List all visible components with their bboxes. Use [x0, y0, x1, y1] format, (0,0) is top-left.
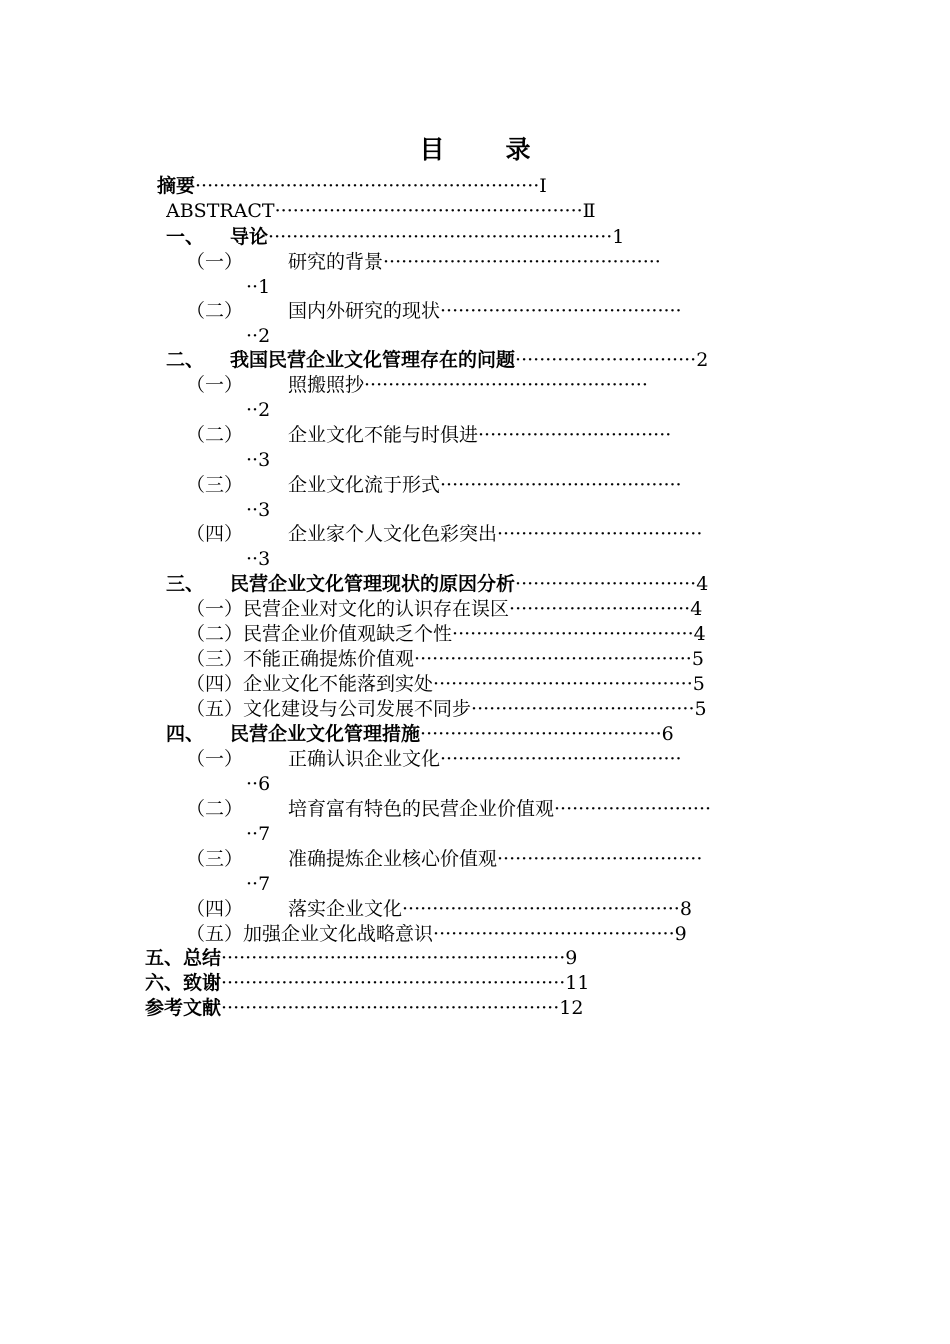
toc-page-number: 11 [565, 972, 590, 994]
toc-page-number: 1 [612, 226, 625, 248]
toc-label: 五、总结 [145, 947, 222, 969]
toc-page-number: 3 [258, 499, 271, 521]
leader-dots: ··················································· [274, 200, 583, 222]
toc-page-number: Ⅰ [539, 175, 547, 197]
toc-page-number: 2 [258, 399, 271, 421]
toc-page-number: 7 [258, 823, 271, 845]
toc-entry-3-2[interactable] [186, 622, 802, 647]
toc-page-number: 8 [679, 898, 692, 920]
leader-dots: ··········································· [433, 673, 693, 695]
toc-entry-3-3[interactable] [186, 647, 802, 672]
leader-dots: ························································ [221, 997, 560, 1019]
leader-dots: ·· [246, 325, 259, 347]
leader-dots: ········································ [452, 623, 694, 645]
toc-label: 民营企业价值观缺乏个性 [243, 623, 453, 645]
toc-page-number: Ⅱ [582, 200, 596, 222]
toc-entry-4-1[interactable] [186, 747, 792, 772]
toc-mark: （二） [186, 798, 244, 820]
toc-label: 企业文化流于形式 [288, 474, 441, 496]
toc-entry-section-4[interactable] [166, 722, 802, 747]
toc-mark: （四） [186, 898, 244, 920]
toc-mark: （二） [186, 623, 244, 645]
toc-entry-2-2[interactable] [186, 423, 792, 448]
toc-page-number: 3 [258, 548, 271, 570]
toc-label: 摘要 [157, 175, 196, 197]
toc-entry-section-5[interactable] [145, 946, 785, 971]
leader-dots: ········································ [420, 723, 662, 745]
leader-dots: ······························ [515, 349, 697, 371]
toc-entry-4-3[interactable] [186, 847, 806, 872]
toc-mark: （五） [186, 698, 244, 720]
toc-entry-2-1-page [246, 398, 306, 423]
toc-entry-section-6[interactable] [145, 971, 785, 996]
toc-page-number: 4 [690, 598, 703, 620]
toc-entry-4-5[interactable] [186, 922, 776, 947]
leader-dots: ································ [478, 424, 672, 446]
toc-label: 我国民营企业文化管理存在的问题 [230, 349, 516, 371]
toc-mark: （四） [186, 673, 244, 695]
leader-dots: ·· [246, 449, 259, 471]
toc-mark: （一） [186, 374, 244, 396]
page-title: 目 录 [419, 135, 549, 164]
toc-label: 企业家个人文化色彩突出 [288, 523, 498, 545]
toc-page-number: 12 [559, 997, 584, 1019]
toc-mark: （三） [186, 648, 244, 670]
toc-entry-references[interactable] [145, 996, 785, 1021]
toc-mark: （一） [186, 251, 244, 273]
toc-label: 企业文化不能落到实处 [243, 673, 434, 695]
toc-label: 加强企业文化战略意识 [243, 923, 434, 945]
toc-entry-2-4-page [246, 547, 306, 572]
leader-dots: ·························· [554, 798, 712, 820]
toc-entry-section-1[interactable] [166, 225, 802, 250]
leader-dots: ········································ [440, 748, 682, 770]
toc-entry-3-5[interactable] [186, 697, 802, 722]
toc-mark: （三） [186, 848, 244, 870]
leader-dots: ························································· [221, 947, 566, 969]
leader-dots: ·· [246, 548, 259, 570]
toc-page-number: 5 [692, 673, 705, 695]
toc-entry-1-2-page [246, 324, 306, 349]
toc-entry-1-1[interactable] [186, 250, 792, 275]
toc-entry-4-3-page [246, 872, 306, 897]
toc-entry-4-2[interactable] [186, 797, 806, 822]
leader-dots: ·· [246, 773, 259, 795]
toc-mark: 四、 [166, 723, 205, 745]
leader-dots: ······························ [515, 573, 697, 595]
toc-entry-3-4[interactable] [186, 672, 802, 697]
toc-entry-abstract-cn[interactable] [157, 174, 777, 199]
leader-dots: ·············································· [402, 898, 680, 920]
toc-label: 导论 [230, 226, 269, 248]
toc-entry-section-2[interactable] [166, 348, 802, 373]
toc-label: 国内外研究的现状 [288, 300, 441, 322]
leader-dots: ························································· [221, 972, 566, 994]
toc-mark: （五） [186, 923, 244, 945]
toc-page-number: 7 [258, 873, 271, 895]
toc-entry-1-1-page [246, 275, 306, 300]
toc-entry-4-1-page [246, 772, 306, 797]
leader-dots: ····································· [471, 698, 695, 720]
leader-dots: ························································· [195, 175, 540, 197]
toc-entry-section-3[interactable] [166, 572, 802, 597]
leader-dots: ·· [246, 499, 259, 521]
toc-mark: （二） [186, 300, 244, 322]
toc-label: 民营企业文化管理措施 [230, 723, 421, 745]
toc-label: 正确认识企业文化 [288, 748, 441, 770]
toc-label: 民营企业对文化的认识存在误区 [243, 598, 510, 620]
toc-page-number: 1 [258, 276, 271, 298]
toc-label: 准确提炼企业核心价值观 [288, 848, 498, 870]
toc-label: 参考文献 [145, 997, 222, 1019]
leader-dots: ········································ [440, 300, 682, 322]
toc-entry-4-4[interactable] [186, 897, 806, 922]
leader-dots: ·· [246, 823, 259, 845]
leader-dots: ·············································· [383, 251, 661, 273]
toc-entry-2-3[interactable] [186, 473, 792, 498]
leader-dots: ··············································· [364, 374, 648, 396]
toc-page-number: 2 [258, 325, 271, 347]
leader-dots: ·· [246, 399, 259, 421]
toc-entry-2-3-page [246, 498, 306, 523]
toc-page-number: 4 [693, 623, 706, 645]
toc-label: 研究的背景 [288, 251, 384, 273]
toc-page-number: 5 [694, 698, 707, 720]
leader-dots: ·· [246, 873, 259, 895]
toc-label: 培育富有特色的民营企业价值观 [288, 798, 555, 820]
toc-entry-1-2[interactable] [186, 299, 792, 324]
toc-mark: 三、 [166, 573, 205, 595]
toc-entry-2-2-page [246, 448, 306, 473]
toc-entry-3-1[interactable] [186, 597, 802, 622]
toc-label: 企业文化不能与时俱进 [288, 424, 479, 446]
leader-dots: ·· [246, 276, 259, 298]
toc-label: 六、致谢 [145, 972, 222, 994]
leader-dots: ························································· [268, 226, 613, 248]
toc-mark: （三） [186, 474, 244, 496]
toc-mark: （二） [186, 424, 244, 446]
toc-mark: （一） [186, 748, 244, 770]
leader-dots: ········································ [433, 923, 675, 945]
toc-label: 民营企业文化管理现状的原因分析 [230, 573, 516, 595]
toc-page-number: 5 [691, 648, 704, 670]
toc-page-number: 4 [696, 573, 709, 595]
toc-label: 不能正确提炼价值观 [243, 648, 415, 670]
toc-page-number: 2 [696, 349, 709, 371]
toc-page-number: 6 [258, 773, 271, 795]
toc-mark: （一） [186, 598, 244, 620]
toc-page-number: 9 [674, 923, 687, 945]
toc-entry-abstract-en[interactable] [166, 199, 802, 224]
toc-mark: 一、 [166, 226, 205, 248]
leader-dots: ·································· [497, 848, 703, 870]
toc-entry-2-4[interactable] [186, 522, 792, 547]
toc-label: 文化建设与公司发展不同步 [243, 698, 472, 720]
toc-label: 照搬照抄 [288, 374, 365, 396]
leader-dots: ······························ [509, 598, 691, 620]
toc-entry-2-1[interactable] [186, 373, 792, 398]
toc-page-number: 3 [258, 449, 271, 471]
toc-label: ABSTRACT [166, 200, 275, 222]
toc-mark: （四） [186, 523, 244, 545]
toc-mark: 二、 [166, 349, 205, 371]
leader-dots: ········································ [440, 474, 682, 496]
toc-page-number: 9 [565, 947, 578, 969]
toc-page-number: 6 [661, 723, 674, 745]
leader-dots: ·············································· [414, 648, 692, 670]
toc-label: 落实企业文化 [288, 898, 403, 920]
leader-dots: ·································· [497, 523, 703, 545]
toc-entry-4-2-page [246, 822, 306, 847]
